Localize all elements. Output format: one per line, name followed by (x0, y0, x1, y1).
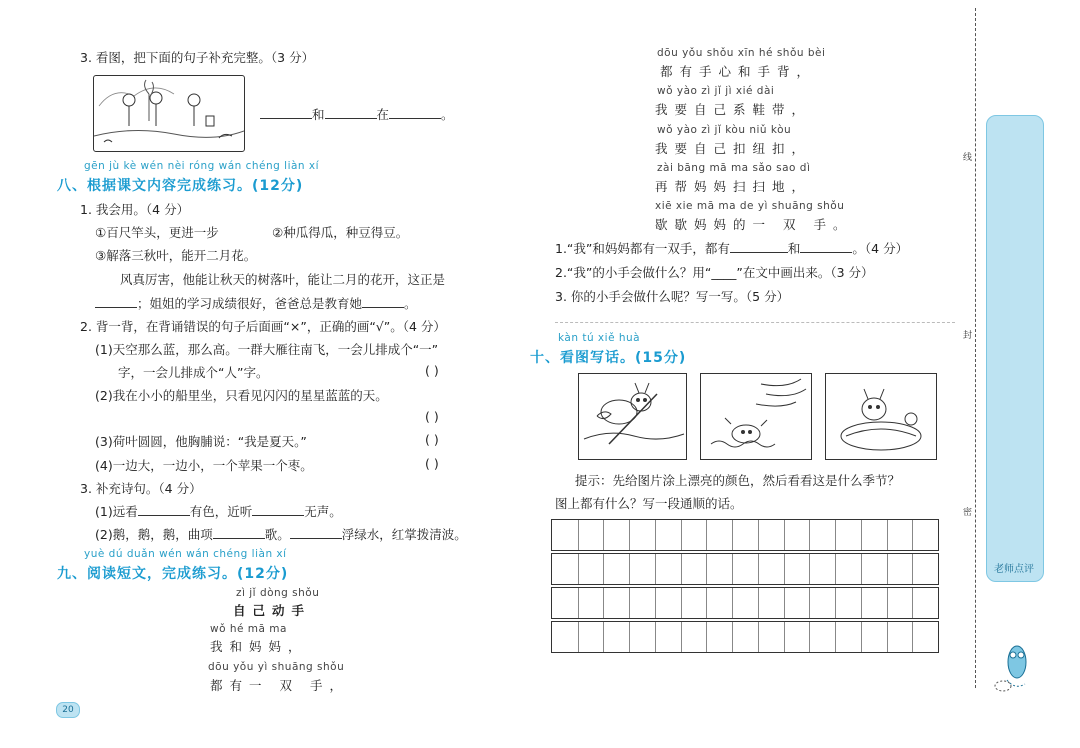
grid-cell-divider (655, 554, 656, 584)
grid-cell-divider (887, 588, 888, 618)
s8-q1-para2-end: 。 (404, 296, 417, 311)
writing-grid-row[interactable] (551, 519, 939, 551)
s8-q1: 1. 我会用。（4 分） (80, 202, 190, 217)
poem-line1: 我和妈妈， (210, 639, 308, 654)
s8-q1-option-c: ③解落三秋叶，能开二月花。 (95, 248, 257, 263)
s8-q1-option-b: ②种瓜得瓜，种豆得豆。 (272, 225, 409, 240)
hint-line1: 提示：先给图片涂上漂亮的颜色，然后看看这是什么季节？ (575, 473, 901, 488)
grid-cell-divider (835, 622, 836, 652)
answer-blank[interactable] (800, 240, 852, 253)
answer-blank[interactable] (213, 526, 265, 539)
s8-q1-para2-text: ；姐姐的学习成绩很好，爸爸总是教育她 (137, 296, 363, 311)
grid-cell-divider (887, 520, 888, 550)
grid-cell-divider (629, 622, 630, 652)
grid-cell-divider (861, 588, 862, 618)
section-8-pinyin: gēn jù kè wén nèi róng wán chéng liàn xí (84, 160, 320, 172)
teacher-comment-panel[interactable] (986, 115, 1044, 582)
binding-mark-seal: 封 (963, 331, 973, 341)
grid-cell-divider (629, 520, 630, 550)
grid-cell-divider (758, 588, 759, 618)
answer-blank[interactable] (95, 295, 137, 308)
grid-cell-divider (732, 554, 733, 584)
poem-line7-pinyin: xiē xie mā ma de yì shuāng shǒu (655, 200, 845, 212)
grid-cell-divider (758, 520, 759, 550)
answer-blank[interactable] (252, 503, 304, 516)
s8-q2: 2. 背一背，在背诵错误的句子后面画“×”，正确的画“√”。（4 分） (80, 319, 446, 334)
story-picture-3 (825, 373, 937, 460)
grid-cell-divider (809, 554, 810, 584)
grid-cell-divider (655, 622, 656, 652)
s8-q3-line1-b: 有色，近听 (189, 504, 253, 519)
s8-q3-line1-a: (1)远看 (95, 504, 138, 519)
grid-cell-divider (655, 588, 656, 618)
r-q1-b: 和 (787, 241, 801, 256)
grid-cell-divider (603, 554, 604, 584)
grid-cell-divider (603, 588, 604, 618)
grid-cell-divider (681, 554, 682, 584)
s8-q3-line1-c: 无声。 (304, 504, 342, 519)
grid-cell-divider (784, 554, 785, 584)
poem-line2: 都有一 双 手， (210, 678, 349, 693)
grid-cell-divider (835, 520, 836, 550)
answer-paren[interactable]: ( ) (425, 409, 439, 424)
question-3: 3. 看图，把下面的句子补充完整。（3 分） (80, 50, 315, 65)
s8-q2-item4: (4)一边大，一边小，一个苹果一个枣。 (95, 458, 313, 473)
answer-blank[interactable] (138, 503, 190, 516)
grid-cell-divider (809, 588, 810, 618)
grid-cell-divider (784, 622, 785, 652)
grid-cell-divider (578, 588, 579, 618)
poem-line5: 我要自己扣纽扣， (655, 141, 812, 156)
grid-cell-divider (835, 554, 836, 584)
poem-line4: 我要自己系鞋带， (655, 102, 812, 117)
mascot-icon (993, 640, 1038, 699)
grid-cell-divider (912, 588, 913, 618)
grid-cell-divider (861, 554, 862, 584)
grid-cell-divider (758, 622, 759, 652)
grid-cell-divider (629, 554, 630, 584)
answer-paren[interactable]: ( ) (425, 432, 439, 447)
s8-q2-item2: (2)我在小小的船里坐，只看见闪闪的星星蓝蓝的天。 (95, 388, 388, 403)
grid-cell-divider (706, 554, 707, 584)
answer-blank[interactable] (260, 106, 312, 119)
q3-sentence (260, 105, 454, 123)
teacher-comment-label: 老师点评 (994, 564, 1034, 575)
grid-cell-divider (603, 622, 604, 652)
writing-grid-row[interactable] (551, 621, 939, 653)
grid-cell-divider (706, 622, 707, 652)
poem-title: 自己动手 (233, 603, 312, 618)
poem-line3: 都有手心和手背， (660, 64, 817, 79)
section-divider (555, 322, 955, 323)
answer-blank[interactable] (290, 526, 342, 539)
grid-cell-divider (706, 588, 707, 618)
grid-cell-divider (578, 622, 579, 652)
grid-cell-divider (603, 520, 604, 550)
grid-cell-divider (758, 554, 759, 584)
grid-cell-divider (912, 622, 913, 652)
poem-line3-pinyin: dōu yǒu shǒu xīn hé shǒu bèi (657, 47, 826, 59)
poem-line6-pinyin: zài bāng mā ma sǎo sao dì (657, 162, 811, 174)
section-8-title: 八、根据课文内容完成练习。(12分) (57, 178, 304, 194)
s8-q3-line2 (95, 525, 467, 543)
s8-q3-line2-b: 歌。 (264, 527, 290, 542)
grid-cell-divider (835, 588, 836, 618)
grid-cell-divider (912, 554, 913, 584)
grid-cell-divider (887, 622, 888, 652)
answer-paren[interactable]: ( ) (425, 363, 439, 378)
answer-blank[interactable] (389, 106, 441, 119)
grid-cell-divider (629, 588, 630, 618)
grid-cell-divider (784, 588, 785, 618)
answer-blank[interactable] (325, 106, 377, 119)
grid-cell-divider (887, 554, 888, 584)
s8-q1-option-a: ①百尺竿头，更进一步 (95, 225, 219, 240)
grid-cell-divider (809, 622, 810, 652)
writing-grid-row[interactable] (551, 587, 939, 619)
story-picture-1 (578, 373, 687, 460)
section-9-pinyin: yuè dú duǎn wén wán chéng liàn xí (84, 548, 287, 560)
grid-cell-divider (681, 622, 682, 652)
grid-cell-divider (578, 520, 579, 550)
grid-cell-divider (655, 520, 656, 550)
answer-blank[interactable] (730, 240, 788, 253)
s8-q1-para2 (95, 294, 417, 312)
poem-title-pinyin: zì jǐ dòng shǒu (236, 587, 320, 599)
writing-grid-row[interactable] (551, 553, 939, 585)
s8-q1-para1: 风真厉害，他能让秋天的树落叶，能让二月的花开，这正是 (120, 272, 446, 287)
r-question-2: 2.“我”的小手会做什么？用“____”在文中画出来。（3 分） (555, 265, 874, 280)
s8-q3-line2-c: 浮绿水，红掌拨清波。 (341, 527, 467, 542)
r-question-1 (555, 239, 908, 257)
poem-line4-pinyin: wǒ yào zì jǐ jì xié dài (657, 85, 775, 97)
grid-cell-divider (732, 520, 733, 550)
section-9-title: 九、阅读短文，完成练习。(12分) (57, 566, 289, 582)
grid-cell-divider (732, 622, 733, 652)
grid-cell-divider (861, 622, 862, 652)
answer-blank[interactable] (362, 295, 404, 308)
grid-cell-divider (681, 520, 682, 550)
s8-q2-item1-line1: (1)天空那么蓝，那么高。一群大雁往南飞，一会儿排成个“一” (95, 342, 439, 357)
r-q1-a: 1.“我”和妈妈都有一双手，都有 (555, 241, 730, 256)
section-10-title: 十、看图写话。(15分) (530, 350, 687, 366)
fold-line (975, 8, 977, 688)
q3-picture (93, 75, 245, 152)
poem-line6: 再帮妈妈扫扫地， (655, 179, 812, 194)
r-question-3: 3. 你的小手会做什么呢？写一写。（5 分） (555, 289, 790, 304)
q3-end: 。 (441, 107, 454, 122)
hint-line2: 图上都有什么？写一段通顺的话。 (555, 496, 743, 511)
s8-q3: 3. 补充诗句。（4 分） (80, 481, 202, 496)
binding-mark-secret: 密 (963, 508, 973, 518)
grid-cell-divider (706, 520, 707, 550)
s8-q3-line1 (95, 502, 342, 520)
poem-line1-pinyin: wǒ hé mā ma (210, 623, 287, 635)
q3-and: 和 (312, 107, 325, 122)
poem-line7: 歇歇妈妈的一 双 手。 (655, 217, 853, 232)
poem-line2-pinyin: dōu yǒu yì shuāng shǒu (208, 661, 345, 673)
s8-q3-line2-a: (2)鹅，鹅，鹅，曲项 (95, 527, 213, 542)
grid-cell-divider (784, 520, 785, 550)
q3-at: 在 (376, 107, 390, 122)
section-10-pinyin: kàn tú xiě huà (558, 332, 641, 344)
grid-cell-divider (861, 520, 862, 550)
grid-cell-divider (912, 520, 913, 550)
s8-q2-item1-line2: 字，一会儿排成个“人”字。 (118, 365, 269, 380)
grid-cell-divider (732, 588, 733, 618)
binding-mark-line: 线 (963, 153, 973, 163)
answer-paren[interactable]: ( ) (425, 456, 439, 471)
r-q1-c: 。（4 分） (852, 241, 909, 256)
story-picture-2 (700, 373, 812, 460)
grid-cell-divider (578, 554, 579, 584)
s8-q2-item3: (3)荷叶圆圆，他胸脯说：“我是夏天。” (95, 434, 307, 449)
poem-line5-pinyin: wǒ yào zì jǐ kòu niǔ kòu (657, 124, 792, 136)
page-number: 20 (56, 702, 80, 718)
grid-cell-divider (809, 520, 810, 550)
grid-cell-divider (681, 588, 682, 618)
